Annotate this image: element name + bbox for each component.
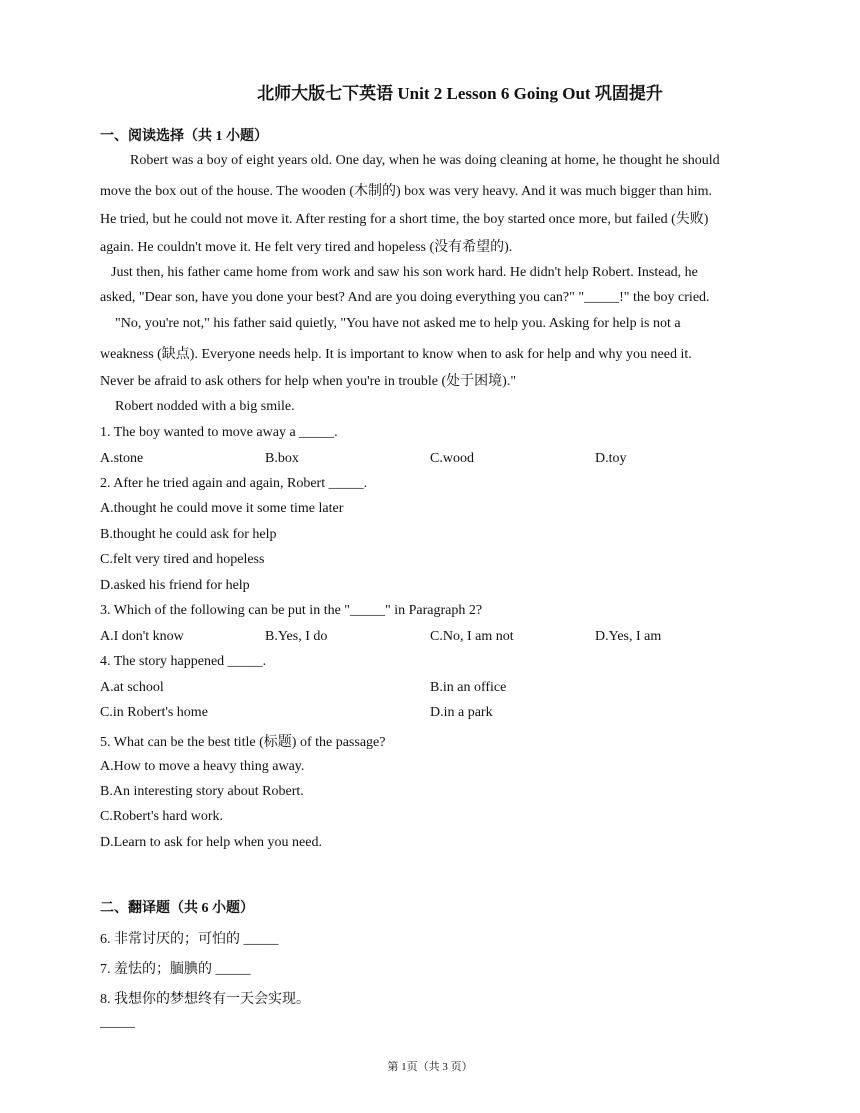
q2-option-c: C.felt very tired and hopeless	[100, 552, 265, 567]
q4-option-a: A.at school	[100, 680, 164, 695]
document-title: 北师大版七下英语 Unit 2 Lesson 6 Going Out 巩固提升	[257, 84, 663, 103]
q3-option-a: A.I don't know	[100, 629, 184, 644]
question-stem-2: 2. After he tried again and again, Robert _____.	[100, 476, 368, 491]
q2-option-a: A.thought he could move it some time later	[100, 501, 344, 516]
q1-option-c: C.wood	[430, 451, 474, 466]
passage-line: Never be afraid to ask others for help when you're in trouble (处于困境)."	[100, 374, 517, 389]
section-heading-translation: 二、翻译题（共 6 小题）	[100, 901, 254, 916]
passage-line: He tried, but he could not move it. After resting for a short time, the boy started once more, but failed (失败)	[100, 212, 709, 227]
translation-item-7: 7. 羞怯的；腼腆的 _____	[100, 962, 251, 977]
q3-option-d: D.Yes, I am	[595, 629, 662, 644]
q3-option-b: B.Yes, I do	[265, 629, 328, 644]
q1-option-b: B.box	[265, 451, 299, 466]
q4-option-d: D.in a park	[430, 705, 493, 720]
q1-option-a: A.stone	[100, 451, 144, 466]
answer-blank: _____	[100, 1015, 135, 1030]
passage-line: asked, "Dear son, have you done your best? And are you doing everything you can?" "_____!" the boy cried.	[100, 290, 710, 305]
q4-option-b: B.in an office	[430, 680, 507, 695]
translation-item-8: 8. 我想你的梦想终有一天会实现。	[100, 992, 310, 1007]
passage-line: Robert nodded with a big smile.	[115, 399, 295, 414]
q5-option-c: C.Robert's hard work.	[100, 809, 224, 824]
translation-item-6: 6. 非常讨厌的；可怕的 _____	[100, 932, 279, 947]
passage-line: "No, you're not," his father said quietly, "You have not asked me to help you. Asking for help is not a	[115, 316, 681, 331]
passage-line: move the box out of the house. The wooden (木制的) box was very heavy. And it was much bigger than him.	[100, 184, 712, 199]
question-stem-5: 5. What can be the best title (标题) of the passage?	[100, 735, 386, 750]
passage-line: Just then, his father came home from work and saw his son work hard. He didn't help Robert. Instead, he	[111, 265, 698, 280]
q5-option-b: B.An interesting story about Robert.	[100, 784, 304, 799]
q3-option-c: C.No, I am not	[430, 629, 514, 644]
q2-option-b: B.thought he could ask for help	[100, 527, 277, 542]
page-footer: 第 1页（共 3 页）	[387, 1061, 473, 1073]
passage-line: Robert was a boy of eight years old. One day, when he was doing cleaning at home, he thought he should	[130, 153, 720, 168]
q2-option-d: D.asked his friend for help	[100, 578, 250, 593]
q4-option-c: C.in Robert's home	[100, 705, 208, 720]
q1-option-d: D.toy	[595, 451, 627, 466]
q5-option-d: D.Learn to ask for help when you need.	[100, 835, 322, 850]
passage-line: again. He couldn't move it. He felt very tired and hopeless (没有希望的).	[100, 240, 513, 255]
section-heading-reading: 一、阅读选择（共 1 小题）	[100, 129, 268, 144]
q5-option-a: A.How to move a heavy thing away.	[100, 759, 305, 774]
passage-line: weakness (缺点). Everyone needs help. It is important to know when to ask for help and why you need it.	[100, 347, 692, 362]
question-stem-3: 3. Which of the following can be put in the "_____" in Paragraph 2?	[100, 603, 483, 618]
question-stem-1: 1. The boy wanted to move away a _____.	[100, 425, 338, 440]
question-stem-4: 4. The story happened _____.	[100, 654, 267, 669]
